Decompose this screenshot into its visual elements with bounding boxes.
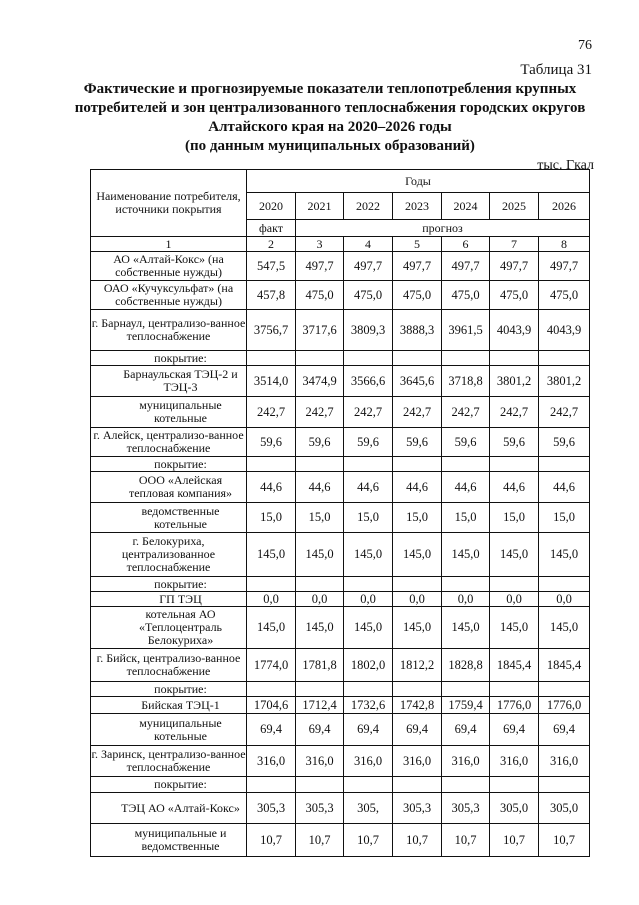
- value-cell: 1781,8: [296, 649, 344, 682]
- value-cell: 4043,9: [539, 310, 590, 351]
- row-name-cell: ТЭЦ АО «Алтай-Кокс»: [91, 793, 247, 824]
- value-cell: 10,7: [442, 824, 490, 857]
- table-row: [91, 533, 590, 577]
- value-cell: [393, 682, 442, 697]
- header-year-cell: 2021: [296, 193, 344, 220]
- value-cell: 44,6: [344, 472, 393, 503]
- value-cell: 497,7: [442, 252, 490, 281]
- table-row: [91, 472, 590, 503]
- value-cell: 1759,4: [442, 697, 490, 714]
- value-cell: [393, 777, 442, 793]
- value-cell: 457,8: [247, 281, 296, 310]
- value-cell: 145,0: [247, 607, 296, 649]
- value-cell: 316,0: [296, 746, 344, 777]
- value-cell: [490, 577, 539, 592]
- value-cell: 3514,0: [247, 366, 296, 397]
- value-cell: 145,0: [539, 607, 590, 649]
- value-cell: 316,0: [247, 746, 296, 777]
- value-cell: 15,0: [539, 503, 590, 533]
- value-cell: 15,0: [442, 503, 490, 533]
- units-label: тыс. Гкал: [537, 158, 594, 173]
- header-year-cell: 2023: [393, 193, 442, 220]
- value-cell: 44,6: [442, 472, 490, 503]
- table-row: [91, 351, 590, 366]
- value-cell: 59,6: [344, 428, 393, 457]
- row-name-cell: муниципальные и ведомственные: [91, 824, 247, 857]
- header-years: Годы: [247, 170, 590, 193]
- value-cell: [539, 351, 590, 366]
- row-name-cell: котельная АО «Теплоцентраль Белокуриха»: [91, 607, 247, 649]
- column-number-cell: 8: [539, 237, 590, 252]
- row-name-cell: г. Алейск, централизо-ванное теплоснабжение: [91, 428, 247, 457]
- table-title: [60, 80, 600, 156]
- value-cell: 3756,7: [247, 310, 296, 351]
- value-cell: [539, 457, 590, 472]
- column-number-cell: 1: [91, 237, 247, 252]
- row-name-cell: покрытие:: [91, 577, 247, 592]
- value-cell: [247, 351, 296, 366]
- value-cell: 1845,4: [490, 649, 539, 682]
- value-cell: 59,6: [539, 428, 590, 457]
- table-row: [91, 428, 590, 457]
- value-cell: [393, 457, 442, 472]
- value-cell: 145,0: [296, 607, 344, 649]
- row-name-cell: ведомственные котельные: [91, 503, 247, 533]
- value-cell: 69,4: [296, 714, 344, 746]
- value-cell: 1802,0: [344, 649, 393, 682]
- row-name-cell: покрытие:: [91, 777, 247, 793]
- value-cell: 1812,2: [393, 649, 442, 682]
- value-cell: 44,6: [539, 472, 590, 503]
- value-cell: 305,0: [490, 793, 539, 824]
- value-cell: [393, 351, 442, 366]
- table-row: [91, 577, 590, 592]
- table-row: [91, 281, 590, 310]
- value-cell: 305,3: [296, 793, 344, 824]
- value-cell: 15,0: [296, 503, 344, 533]
- value-cell: 242,7: [393, 397, 442, 428]
- value-cell: 3801,2: [539, 366, 590, 397]
- value-cell: 305,0: [539, 793, 590, 824]
- value-cell: [247, 457, 296, 472]
- value-cell: 497,7: [490, 252, 539, 281]
- value-cell: 15,0: [393, 503, 442, 533]
- table-row: [91, 714, 590, 746]
- value-cell: 3718,8: [442, 366, 490, 397]
- value-cell: 0,0: [393, 592, 442, 607]
- row-name-cell: ОАО «Кучуксульфат» (на собственные нужды): [91, 281, 247, 310]
- header-year-cell: 2024: [442, 193, 490, 220]
- title-line: Алтайского края на 2020–2026 годы: [208, 119, 452, 135]
- value-cell: 145,0: [442, 607, 490, 649]
- value-cell: 0,0: [296, 592, 344, 607]
- value-cell: 3888,3: [393, 310, 442, 351]
- row-name-cell: г. Белокуриха, централизованное теплоснабжение: [91, 533, 247, 577]
- table-row: [91, 649, 590, 682]
- table-row: [91, 397, 590, 428]
- value-cell: 1774,0: [247, 649, 296, 682]
- table-row: [91, 793, 590, 824]
- value-cell: 0,0: [490, 592, 539, 607]
- value-cell: 145,0: [490, 533, 539, 577]
- row-name-cell: г. Заринск, централизо-ванное теплоснабжение: [91, 746, 247, 777]
- row-name-cell: муниципальные котельные: [91, 397, 247, 428]
- row-name-cell: Бийская ТЭЦ-1: [91, 697, 247, 714]
- value-cell: [539, 577, 590, 592]
- value-cell: 10,7: [344, 824, 393, 857]
- value-cell: 69,4: [539, 714, 590, 746]
- value-cell: 1776,0: [539, 697, 590, 714]
- value-cell: [442, 777, 490, 793]
- value-cell: 59,6: [296, 428, 344, 457]
- value-cell: 0,0: [539, 592, 590, 607]
- value-cell: 145,0: [490, 607, 539, 649]
- title-line: потребителей и зон централизованного теплоснабжения городских округов: [74, 100, 586, 116]
- value-cell: 44,6: [393, 472, 442, 503]
- value-cell: 10,7: [539, 824, 590, 857]
- value-cell: 497,7: [296, 252, 344, 281]
- row-name-cell: ГП ТЭЦ: [91, 592, 247, 607]
- value-cell: 547,5: [247, 252, 296, 281]
- value-cell: 475,0: [296, 281, 344, 310]
- row-name-cell: г. Барнаул, централизо-ванное теплоснабжение: [91, 310, 247, 351]
- value-cell: [490, 777, 539, 793]
- value-cell: 3809,3: [344, 310, 393, 351]
- table-row: [91, 310, 590, 351]
- value-cell: [296, 351, 344, 366]
- title-line: (по данным муниципальных образований): [185, 138, 475, 154]
- value-cell: [296, 682, 344, 697]
- value-cell: 15,0: [490, 503, 539, 533]
- table-row: [91, 682, 590, 697]
- value-cell: 59,6: [442, 428, 490, 457]
- value-cell: 145,0: [393, 607, 442, 649]
- column-number-cell: 4: [344, 237, 393, 252]
- value-cell: 10,7: [393, 824, 442, 857]
- value-cell: 145,0: [296, 533, 344, 577]
- value-cell: [344, 682, 393, 697]
- value-cell: [393, 577, 442, 592]
- value-cell: 497,7: [393, 252, 442, 281]
- value-cell: 305,: [344, 793, 393, 824]
- column-number-cell: 7: [490, 237, 539, 252]
- column-number-cell: 5: [393, 237, 442, 252]
- value-cell: 242,7: [442, 397, 490, 428]
- value-cell: [344, 351, 393, 366]
- table-row: [91, 824, 590, 857]
- table-row: [91, 777, 590, 793]
- value-cell: 316,0: [344, 746, 393, 777]
- value-cell: 145,0: [344, 533, 393, 577]
- row-name-cell: г. Бийск, централизо-ванное теплоснабжение: [91, 649, 247, 682]
- value-cell: 0,0: [344, 592, 393, 607]
- value-cell: 1828,8: [442, 649, 490, 682]
- column-number-cell: 3: [296, 237, 344, 252]
- value-cell: 1732,6: [344, 697, 393, 714]
- value-cell: 305,3: [442, 793, 490, 824]
- value-cell: 305,3: [247, 793, 296, 824]
- table-row: [91, 607, 590, 649]
- header-fact: факт: [247, 220, 296, 237]
- value-cell: [539, 777, 590, 793]
- value-cell: 475,0: [442, 281, 490, 310]
- value-cell: [442, 682, 490, 697]
- value-cell: [442, 351, 490, 366]
- value-cell: [296, 777, 344, 793]
- value-cell: 10,7: [296, 824, 344, 857]
- value-cell: 1742,8: [393, 697, 442, 714]
- row-name-cell: АО «Алтай-Кокс» (на собственные нужды): [91, 252, 247, 281]
- value-cell: 242,7: [539, 397, 590, 428]
- value-cell: 242,7: [296, 397, 344, 428]
- header-year-cell: 2020: [247, 193, 296, 220]
- value-cell: 69,4: [490, 714, 539, 746]
- value-cell: 4043,9: [490, 310, 539, 351]
- column-number-cell: 2: [247, 237, 296, 252]
- value-cell: 15,0: [247, 503, 296, 533]
- value-cell: 305,3: [393, 793, 442, 824]
- table-row: [91, 503, 590, 533]
- value-cell: [442, 457, 490, 472]
- value-cell: 145,0: [247, 533, 296, 577]
- value-cell: 1776,0: [490, 697, 539, 714]
- value-cell: [539, 682, 590, 697]
- value-cell: 3566,6: [344, 366, 393, 397]
- value-cell: [490, 682, 539, 697]
- value-cell: 44,6: [296, 472, 344, 503]
- value-cell: 3801,2: [490, 366, 539, 397]
- data-table: [90, 169, 590, 857]
- value-cell: 1704,6: [247, 697, 296, 714]
- value-cell: 3717,6: [296, 310, 344, 351]
- value-cell: 69,4: [442, 714, 490, 746]
- table-row: [91, 366, 590, 397]
- value-cell: 475,0: [344, 281, 393, 310]
- value-cell: 10,7: [490, 824, 539, 857]
- value-cell: 0,0: [247, 592, 296, 607]
- header-forecast: прогноз: [296, 220, 590, 237]
- value-cell: [490, 351, 539, 366]
- value-cell: 3645,6: [393, 366, 442, 397]
- value-cell: 316,0: [442, 746, 490, 777]
- value-cell: [442, 577, 490, 592]
- page-number: 76: [578, 38, 592, 53]
- column-number-cell: 6: [442, 237, 490, 252]
- value-cell: [296, 457, 344, 472]
- table-row: [91, 252, 590, 281]
- value-cell: [344, 777, 393, 793]
- value-cell: 15,0: [344, 503, 393, 533]
- value-cell: 59,6: [490, 428, 539, 457]
- value-cell: 44,6: [247, 472, 296, 503]
- row-name-cell: покрытие:: [91, 457, 247, 472]
- value-cell: 1845,4: [539, 649, 590, 682]
- header-year-cell: 2022: [344, 193, 393, 220]
- row-name-cell: ООО «Алейская тепловая компания»: [91, 472, 247, 503]
- value-cell: 475,0: [490, 281, 539, 310]
- value-cell: [247, 682, 296, 697]
- value-cell: 59,6: [247, 428, 296, 457]
- value-cell: [344, 457, 393, 472]
- value-cell: 145,0: [539, 533, 590, 577]
- value-cell: 316,0: [539, 746, 590, 777]
- value-cell: 145,0: [344, 607, 393, 649]
- row-name-cell: Барнаульская ТЭЦ-2 и ТЭЦ-3: [91, 366, 247, 397]
- value-cell: 3474,9: [296, 366, 344, 397]
- value-cell: 242,7: [344, 397, 393, 428]
- value-cell: 316,0: [490, 746, 539, 777]
- value-cell: 69,4: [247, 714, 296, 746]
- value-cell: [296, 577, 344, 592]
- value-cell: 475,0: [539, 281, 590, 310]
- value-cell: 475,0: [393, 281, 442, 310]
- value-cell: 497,7: [344, 252, 393, 281]
- row-name-cell: муниципальные котельные: [91, 714, 247, 746]
- table-row: [91, 457, 590, 472]
- value-cell: [247, 577, 296, 592]
- table-row: [91, 697, 590, 714]
- value-cell: 497,7: [539, 252, 590, 281]
- value-cell: 242,7: [247, 397, 296, 428]
- value-cell: 69,4: [393, 714, 442, 746]
- table-row: [91, 592, 590, 607]
- value-cell: 10,7: [247, 824, 296, 857]
- header-year-cell: 2026: [539, 193, 590, 220]
- header-name: Наименование потребителя, источники покрытия: [91, 170, 247, 237]
- row-name-cell: покрытие:: [91, 682, 247, 697]
- value-cell: [490, 457, 539, 472]
- value-cell: 145,0: [442, 533, 490, 577]
- value-cell: 1712,4: [296, 697, 344, 714]
- value-cell: [247, 777, 296, 793]
- title-line: Фактические и прогнозируемые показатели теплопотребления крупных: [83, 81, 577, 97]
- value-cell: 145,0: [393, 533, 442, 577]
- value-cell: 316,0: [393, 746, 442, 777]
- value-cell: 0,0: [442, 592, 490, 607]
- value-cell: [344, 577, 393, 592]
- header-year-cell: 2025: [490, 193, 539, 220]
- value-cell: 59,6: [393, 428, 442, 457]
- value-cell: 242,7: [490, 397, 539, 428]
- row-name-cell: покрытие:: [91, 351, 247, 366]
- table-label: Таблица 31: [520, 62, 592, 78]
- value-cell: 44,6: [490, 472, 539, 503]
- value-cell: 3961,5: [442, 310, 490, 351]
- value-cell: 69,4: [344, 714, 393, 746]
- table-row: [91, 746, 590, 777]
